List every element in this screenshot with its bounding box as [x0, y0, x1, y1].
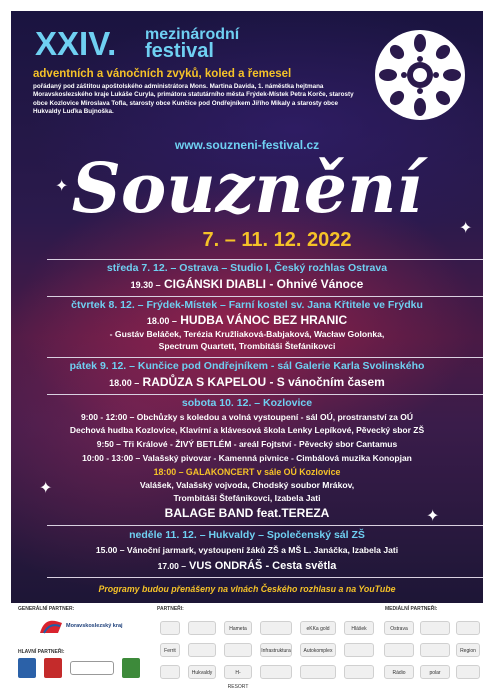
- media-partner-logo-icon: [420, 621, 450, 635]
- divider: [47, 525, 483, 526]
- partner-logo: Ferrit: [160, 643, 180, 657]
- divider: [47, 577, 483, 578]
- partners-label: PARTNEŘI:: [157, 606, 184, 612]
- partner-logo: Hameta: [224, 621, 252, 635]
- partner-logo-icon: [300, 665, 336, 679]
- snowflake-ornament-icon: [373, 28, 467, 122]
- festival-title: Souznění: [71, 149, 423, 229]
- patronage-text: pořádaný pod záštitou apoštolského administrátora Mons. Martina Davida, 1. náměstka hejtmana Moravskoslezského kraje Lukáše Curyla, primátora statutárního města Frýdek-Místek Petra Korče, starosty obce Kozlovice Miroslava Tofla, starosty obce Kunčice pod Ondřejníkem Jiřího Mikaly a starosty obce Hukvaldy Luďka Bujnoška.: [33, 83, 354, 116]
- divider: [47, 259, 483, 260]
- general-partner-label: GENERÁLNÍ PARTNER:: [18, 606, 75, 612]
- day-heading-wednesday: středa 7. 12. – Ostrava – Studio I, Český rozhlas Ostrava: [106, 262, 388, 274]
- partner-logo: eKKa gold: [300, 621, 336, 635]
- day-heading-sunday: neděle 11. 12. – Hukvaldy – Společenský sál ZŠ: [129, 529, 365, 541]
- festival-dates: 7. – 11. 12. 2022: [202, 229, 352, 251]
- galaconcert-line: 18:00 – GALAKONCERT v sále OÚ Kozlovice: [153, 467, 341, 477]
- media-partner-logo-icon: [456, 665, 480, 679]
- partner-logo-icon: [160, 665, 180, 679]
- program-line: [11, 559, 483, 573]
- performers-line: Trombitáši Štefánikovci, Izabela Jati: [173, 493, 321, 503]
- program-act: VUS ONDRÁŠ - Cesta světla: [189, 560, 337, 572]
- media-partner-logo: polar: [420, 665, 450, 679]
- sparkle-icon: ✦: [55, 178, 69, 195]
- program-time: 18.00 –: [109, 378, 140, 388]
- partner-logo-icon: [224, 643, 252, 657]
- program-act: CIGÁNSKI DIABLI - Ohnivé Vánoce: [164, 277, 364, 291]
- program-time: 18.00 –: [146, 316, 177, 326]
- sparkle-icon: ✦: [426, 508, 440, 525]
- program-line: [11, 277, 483, 293]
- festival-poster: [11, 11, 483, 603]
- festival-type-line1: mezinárodní: [145, 26, 240, 43]
- media-partners-label: MEDIÁLNÍ PARTNEŘI:: [385, 606, 438, 612]
- partner-logo-icon: [160, 621, 180, 635]
- day-heading-saturday: sobota 10. 12. – Kozlovice: [181, 397, 313, 409]
- festival-subtitle: adventních a vánočních zvyků, koled a řemesel: [33, 68, 292, 80]
- program-line: 10:00 - 13:00 – Valašský pivovar - Kamenná pivnice - Cimbálová muzika Konopjan: [82, 453, 412, 463]
- partner-logo-icon: [344, 665, 374, 679]
- partner-logo-icon: [260, 665, 292, 679]
- program-line: Dechová hudba Kozlovice, Klavírní a klávesová škola Lenky Lepíkové, Pěvecký sbor ZŠ: [69, 425, 425, 435]
- partners-footer: [0, 603, 495, 700]
- main-partners-label: HLAVNÍ PARTNEŘI:: [18, 649, 65, 655]
- partner-logo: H-RESORT: [224, 665, 252, 679]
- broadcast-note: Programy budou přenášeny na vlnách Českého rozhlasu a na YouTube: [98, 584, 396, 594]
- coat-of-arms-icon: [18, 658, 36, 678]
- sparkle-icon: ✦: [459, 220, 473, 237]
- program-act: RADŮZA S KAPELOU - S vánočním časem: [142, 375, 385, 389]
- partner-logo-icon: [344, 643, 374, 657]
- festival-edition: XXIV.: [35, 25, 117, 62]
- coat-of-arms-icon: [44, 658, 62, 678]
- partner-logo-icon: [70, 661, 114, 675]
- partner-logo: Autokomplex: [300, 643, 336, 657]
- partner-logo-icon: [260, 621, 292, 635]
- media-partner-logo-icon: [420, 643, 450, 657]
- program-time: 17.00 –: [157, 561, 186, 571]
- media-partner-logo: Ostrava: [384, 621, 414, 635]
- region-logo-icon: [38, 617, 64, 635]
- partner-logo: Hukvaldy: [188, 665, 216, 679]
- program-act: HUDBA VÁNOC BEZ HRANIC: [180, 313, 348, 327]
- media-partner-logo-icon: [384, 643, 414, 657]
- program-line: 9:00 - 12:00 – Obchůzky s koledou a volná vystoupení - sál OÚ, prostranství za OÚ: [80, 412, 414, 422]
- divider: [47, 296, 483, 297]
- program-line: 15.00 – Vánoční jarmark, vystoupení žáků ZŠ a MŠ L. Janáčka, Izabela Jati: [95, 545, 399, 555]
- media-partner-logo: Rádio: [384, 665, 414, 679]
- performers-line: - Gustáv Beláček, Terézia Kružliaková-Babjaková, Wacław Golonka,: [109, 329, 385, 339]
- performers-line: Valášek, Valašský vojvoda, Chodský soubor Mrákov,: [139, 480, 355, 490]
- media-partner-logo: Region: [456, 643, 480, 657]
- partner-logo: Infrastruktura: [260, 643, 292, 657]
- program-time: 19.30 –: [130, 280, 161, 290]
- media-partner-logo-icon: [456, 621, 480, 635]
- website-url: www.souzneni-festival.cz: [174, 138, 320, 152]
- divider: [47, 394, 483, 395]
- program-line: [11, 375, 483, 391]
- sparkle-icon: ✦: [39, 480, 53, 497]
- partner-logo-icon: [188, 621, 216, 635]
- festival-type-line2: festival: [145, 40, 214, 62]
- program-line: 9:50 – Tři Králové - ŽIVÝ BETLÉM - areál Fojtství - Pěvecký sbor Cantamus: [96, 439, 398, 449]
- general-partner-name: Moravskoslezský kraj: [66, 623, 123, 629]
- headliner-line: BALAGE BAND feat.TEREZA: [164, 506, 330, 520]
- program-line: [11, 313, 483, 329]
- performers-line: Spectrum Quartett, Trombitáši Štefánikovci: [158, 341, 336, 351]
- divider: [47, 357, 483, 358]
- day-heading-friday: pátek 9. 12. – Kunčice pod Ondřejníkem - sál Galerie Karla Svolinského: [69, 360, 425, 372]
- day-heading-thursday: čtvrtek 8. 12. – Frýdek-Místek – Farní kostel sv. Jana Křtitele ve Frýdku: [71, 299, 423, 311]
- coat-of-arms-icon: [122, 658, 140, 678]
- partner-logo: Hlášek: [344, 621, 374, 635]
- partner-logo-icon: [188, 643, 216, 657]
